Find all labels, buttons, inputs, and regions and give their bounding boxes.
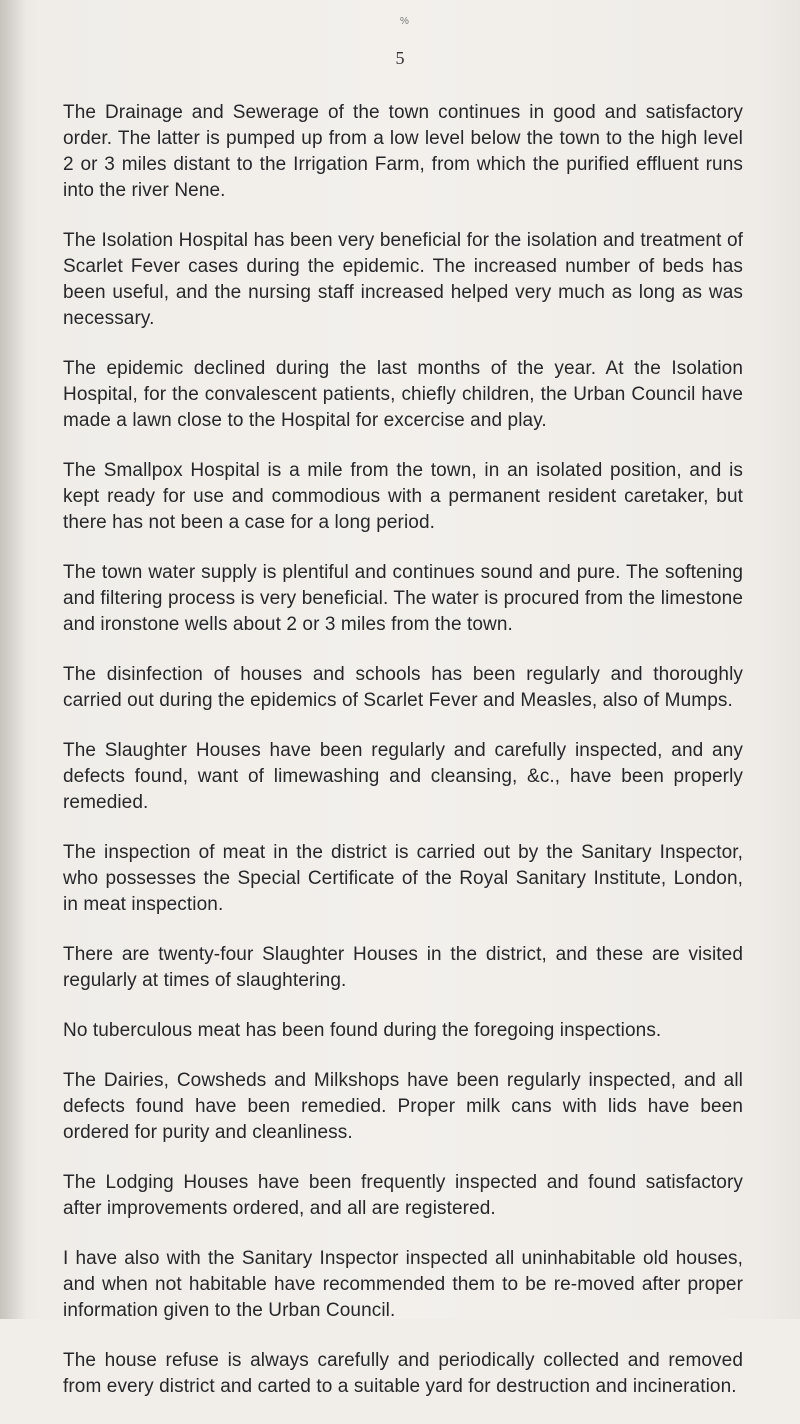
- paragraph-house-refuse: The house refuse is always carefully and periodically collected and removed from every district and carted to a suitable yard for destruction and incineration.: [63, 1350, 743, 1397]
- paragraph-dairies: The Dairies, Cowsheds and Milkshops have been regularly inspected, and all defects found have been remedied. Proper milk cans with lids have been ordered for purity and cleanliness.: [63, 1070, 743, 1143]
- paragraph-disinfection: The disinfection of houses and schools has been regularly and thoroughly carried out during the epidemics of Scarlet Fever and Measles, also of Mumps.: [63, 664, 743, 711]
- paragraph-old-houses: I have also with the Sanitary Inspector inspected all uninhabitable old houses, and when not habitable have recommended them to be re-moved after proper information given to the Urban Council.: [63, 1248, 743, 1321]
- paragraph-meat-inspection: The inspection of meat in the district is carried out by the Sanitary Inspector, who possesses the Special Certificate of the Royal Sanitary Institute, London, in meat inspection.: [63, 842, 743, 915]
- page-number: 5: [395, 48, 405, 68]
- paragraph-water-supply: The town water supply is plentiful and continues sound and pure. The softening and filtering process is very beneficial. The water is procured from the limestone and ironstone wells about 2 or 3 miles from the town.: [63, 562, 743, 635]
- paragraph-drainage: The Drainage and Sewerage of the town continues in good and satisfactory order. The latter is pumped up from a low level below the town to the high level 2 or 3 miles distant to the Irrigation Farm, from which the purified effluent runs into the river Nene.: [63, 102, 743, 201]
- scan-mark: %: [400, 16, 409, 27]
- paragraph-slaughter-houses: The Slaughter Houses have been regularly and carefully inspected, and any defects found, want of limewashing and cleansing, &c., have been properly remedied.: [63, 740, 743, 813]
- paragraph-smallpox-hospital: The Smallpox Hospital is a mile from the town, in an isolated position, and is kept ready for use and commodious with a permanent resident caretaker, but there has not been a case for a long period.: [63, 460, 743, 533]
- paragraph-isolation-hospital: The Isolation Hospital has been very beneficial for the isolation and treatment of Scarlet Fever cases during the epidemic. The increased number of beds has been useful, and the nursing staff increased helped very much as long as was necessary.: [63, 230, 743, 329]
- paragraph-epidemic-declined: The epidemic declined during the last months of the year. At the Isolation Hospital, for the convalescent patients, chiefly children, the Urban Council have made a lawn close to the Hospital for excercise and play.: [63, 358, 743, 431]
- paragraph-lodging-houses: The Lodging Houses have been frequently inspected and found satisfactory after improvements ordered, and all are registered.: [63, 1172, 743, 1219]
- binding-shadow: [0, 0, 26, 1319]
- paragraph-slaughter-count: There are twenty-four Slaughter Houses in the district, and these are visited regularly at times of slaughtering.: [63, 944, 743, 991]
- body-text: [63, 100, 743, 1424]
- paragraph-tuberculous-meat: No tuberculous meat has been found during the foregoing inspections.: [63, 1020, 662, 1041]
